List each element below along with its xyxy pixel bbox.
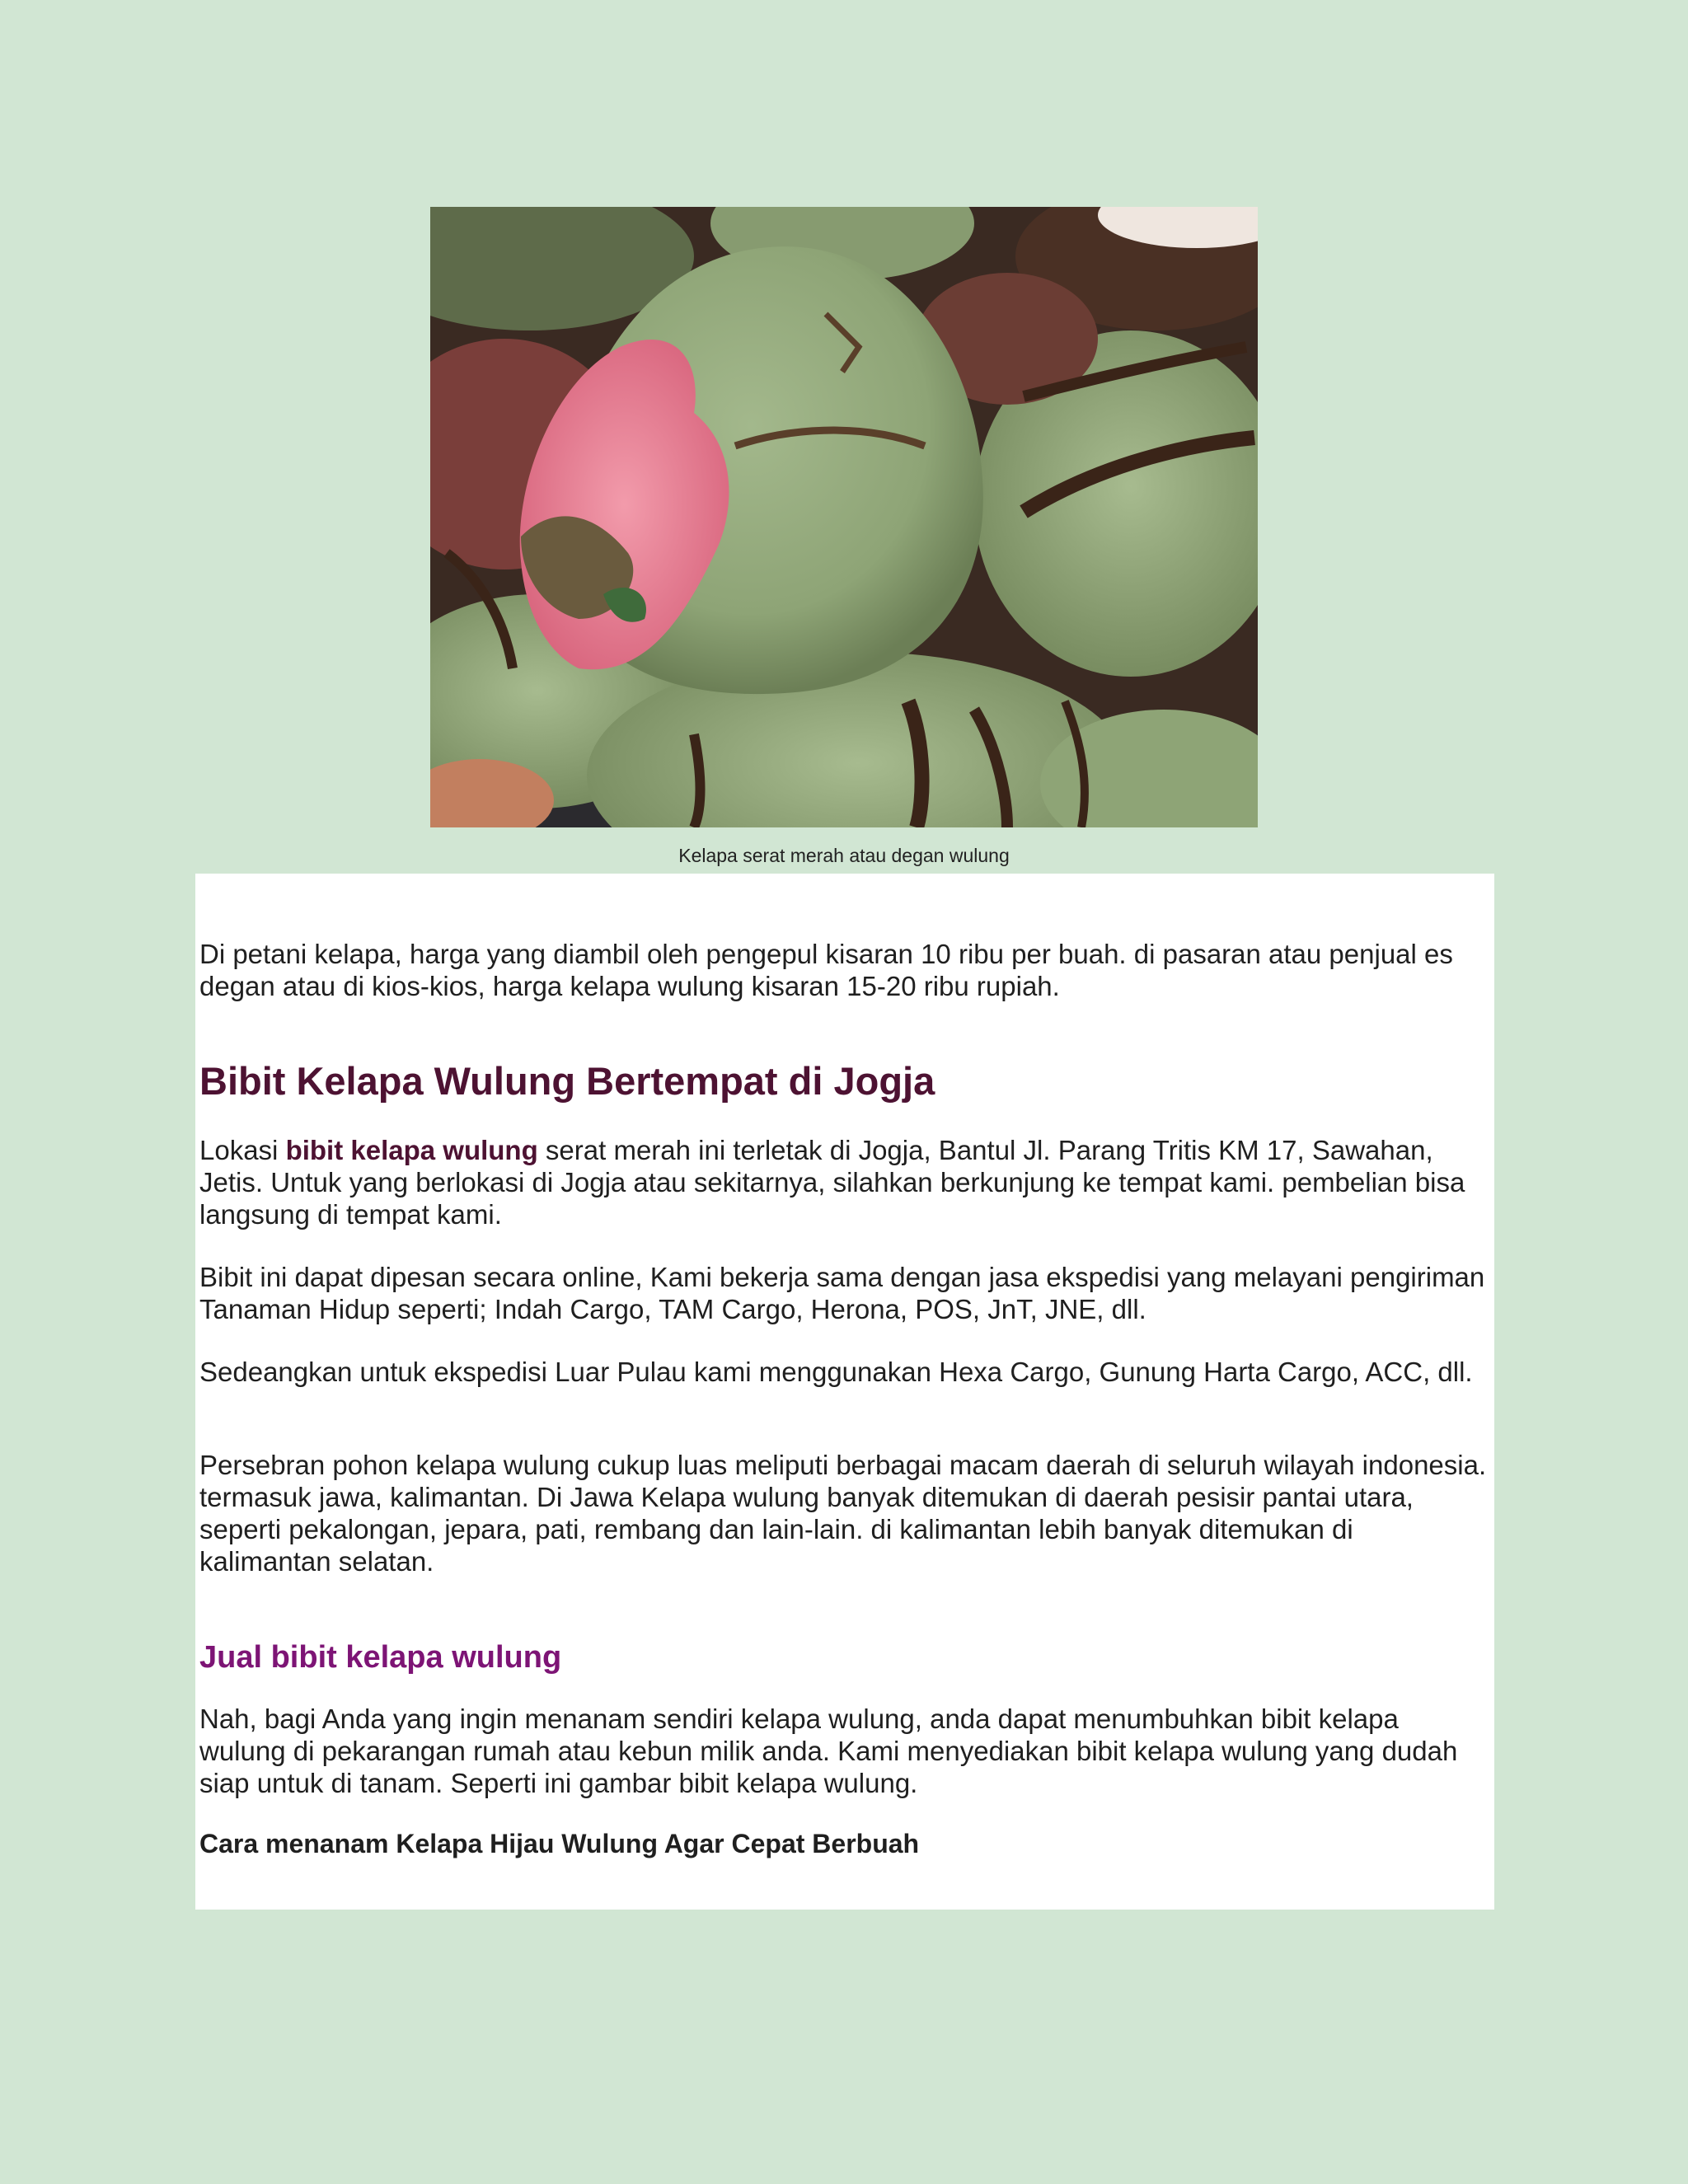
lokasi-paragraph — [199, 1134, 1488, 1230]
bibit-kelapa-wulung-link[interactable]: bibit kelapa wulung — [285, 1135, 538, 1165]
heading-jual-bibit: Jual bibit kelapa wulung — [199, 1640, 562, 1675]
article-body — [195, 874, 1494, 1910]
lokasi-suffix: serat merah ini terletak di Jogja, Bantul Jl. Parang Tritis KM 17, Sawahan, Jetis. Untuk yang berlokasi di Jogja atau sekitarnya, silahkan berkunjung ke tempat kami. pembelian bisa langsung di tempat kami. — [199, 1135, 1465, 1230]
online-order-paragraph: Bibit ini dapat dipesan secara online, Kami bekerja sama dengan jasa ekspedisi yang melayani pengiriman Tanaman Hidup seperti; Indah Cargo, TAM Cargo, Herona, POS, JnT, JNE, dll. — [199, 1262, 1485, 1324]
persebaran-paragraph: Persebran pohon kelapa wulung cukup luas meliputi berbagai macam daerah di seluruh wilayah indonesia. termasuk jawa, kalimantan. Di Jawa Kelapa wulung banyak ditemukan di daerah pesisir pantai utara, seperti pekalongan, jepara, pati, rembang dan lain-lain. di kalimantan lebih banyak ditemukan di kalimantan selatan. — [199, 1450, 1487, 1577]
luar-pulau-paragraph: Sedeangkan untuk ekspedisi Luar Pulau kami menggunakan Hexa Cargo, Gunung Harta Cargo, ACC, dll. — [199, 1357, 1473, 1387]
image-caption: Kelapa serat merah atau degan wulung — [678, 845, 1010, 866]
nah-paragraph: Nah, bagi Anda yang ingin menanam sendiri kelapa wulung, anda dapat menumbuhkan bibit kelapa wulung di pekarangan rumah atau kebun milik anda. Kami menyediakan bibit kelapa wulung yang dudah siap untuk di tanam. Seperti ini gambar bibit kelapa wulung. — [199, 1704, 1458, 1798]
heading-bibit-jogja: Bibit Kelapa Wulung Bertempat di Jogja — [199, 1059, 935, 1103]
price-paragraph: Di petani kelapa, harga yang diambil oleh pengepul kisaran 10 ribu per buah. di pasaran atau penjual es degan atau di kios-kios, harga kelapa wulung kisaran 15-20 ribu rupiah. — [199, 939, 1453, 1001]
lokasi-prefix: Lokasi — [199, 1135, 286, 1165]
heading-cara-menanam: Cara menanam Kelapa Hijau Wulung Agar Cepat Berbuah — [199, 1829, 920, 1858]
coconut-photo — [430, 207, 1258, 827]
